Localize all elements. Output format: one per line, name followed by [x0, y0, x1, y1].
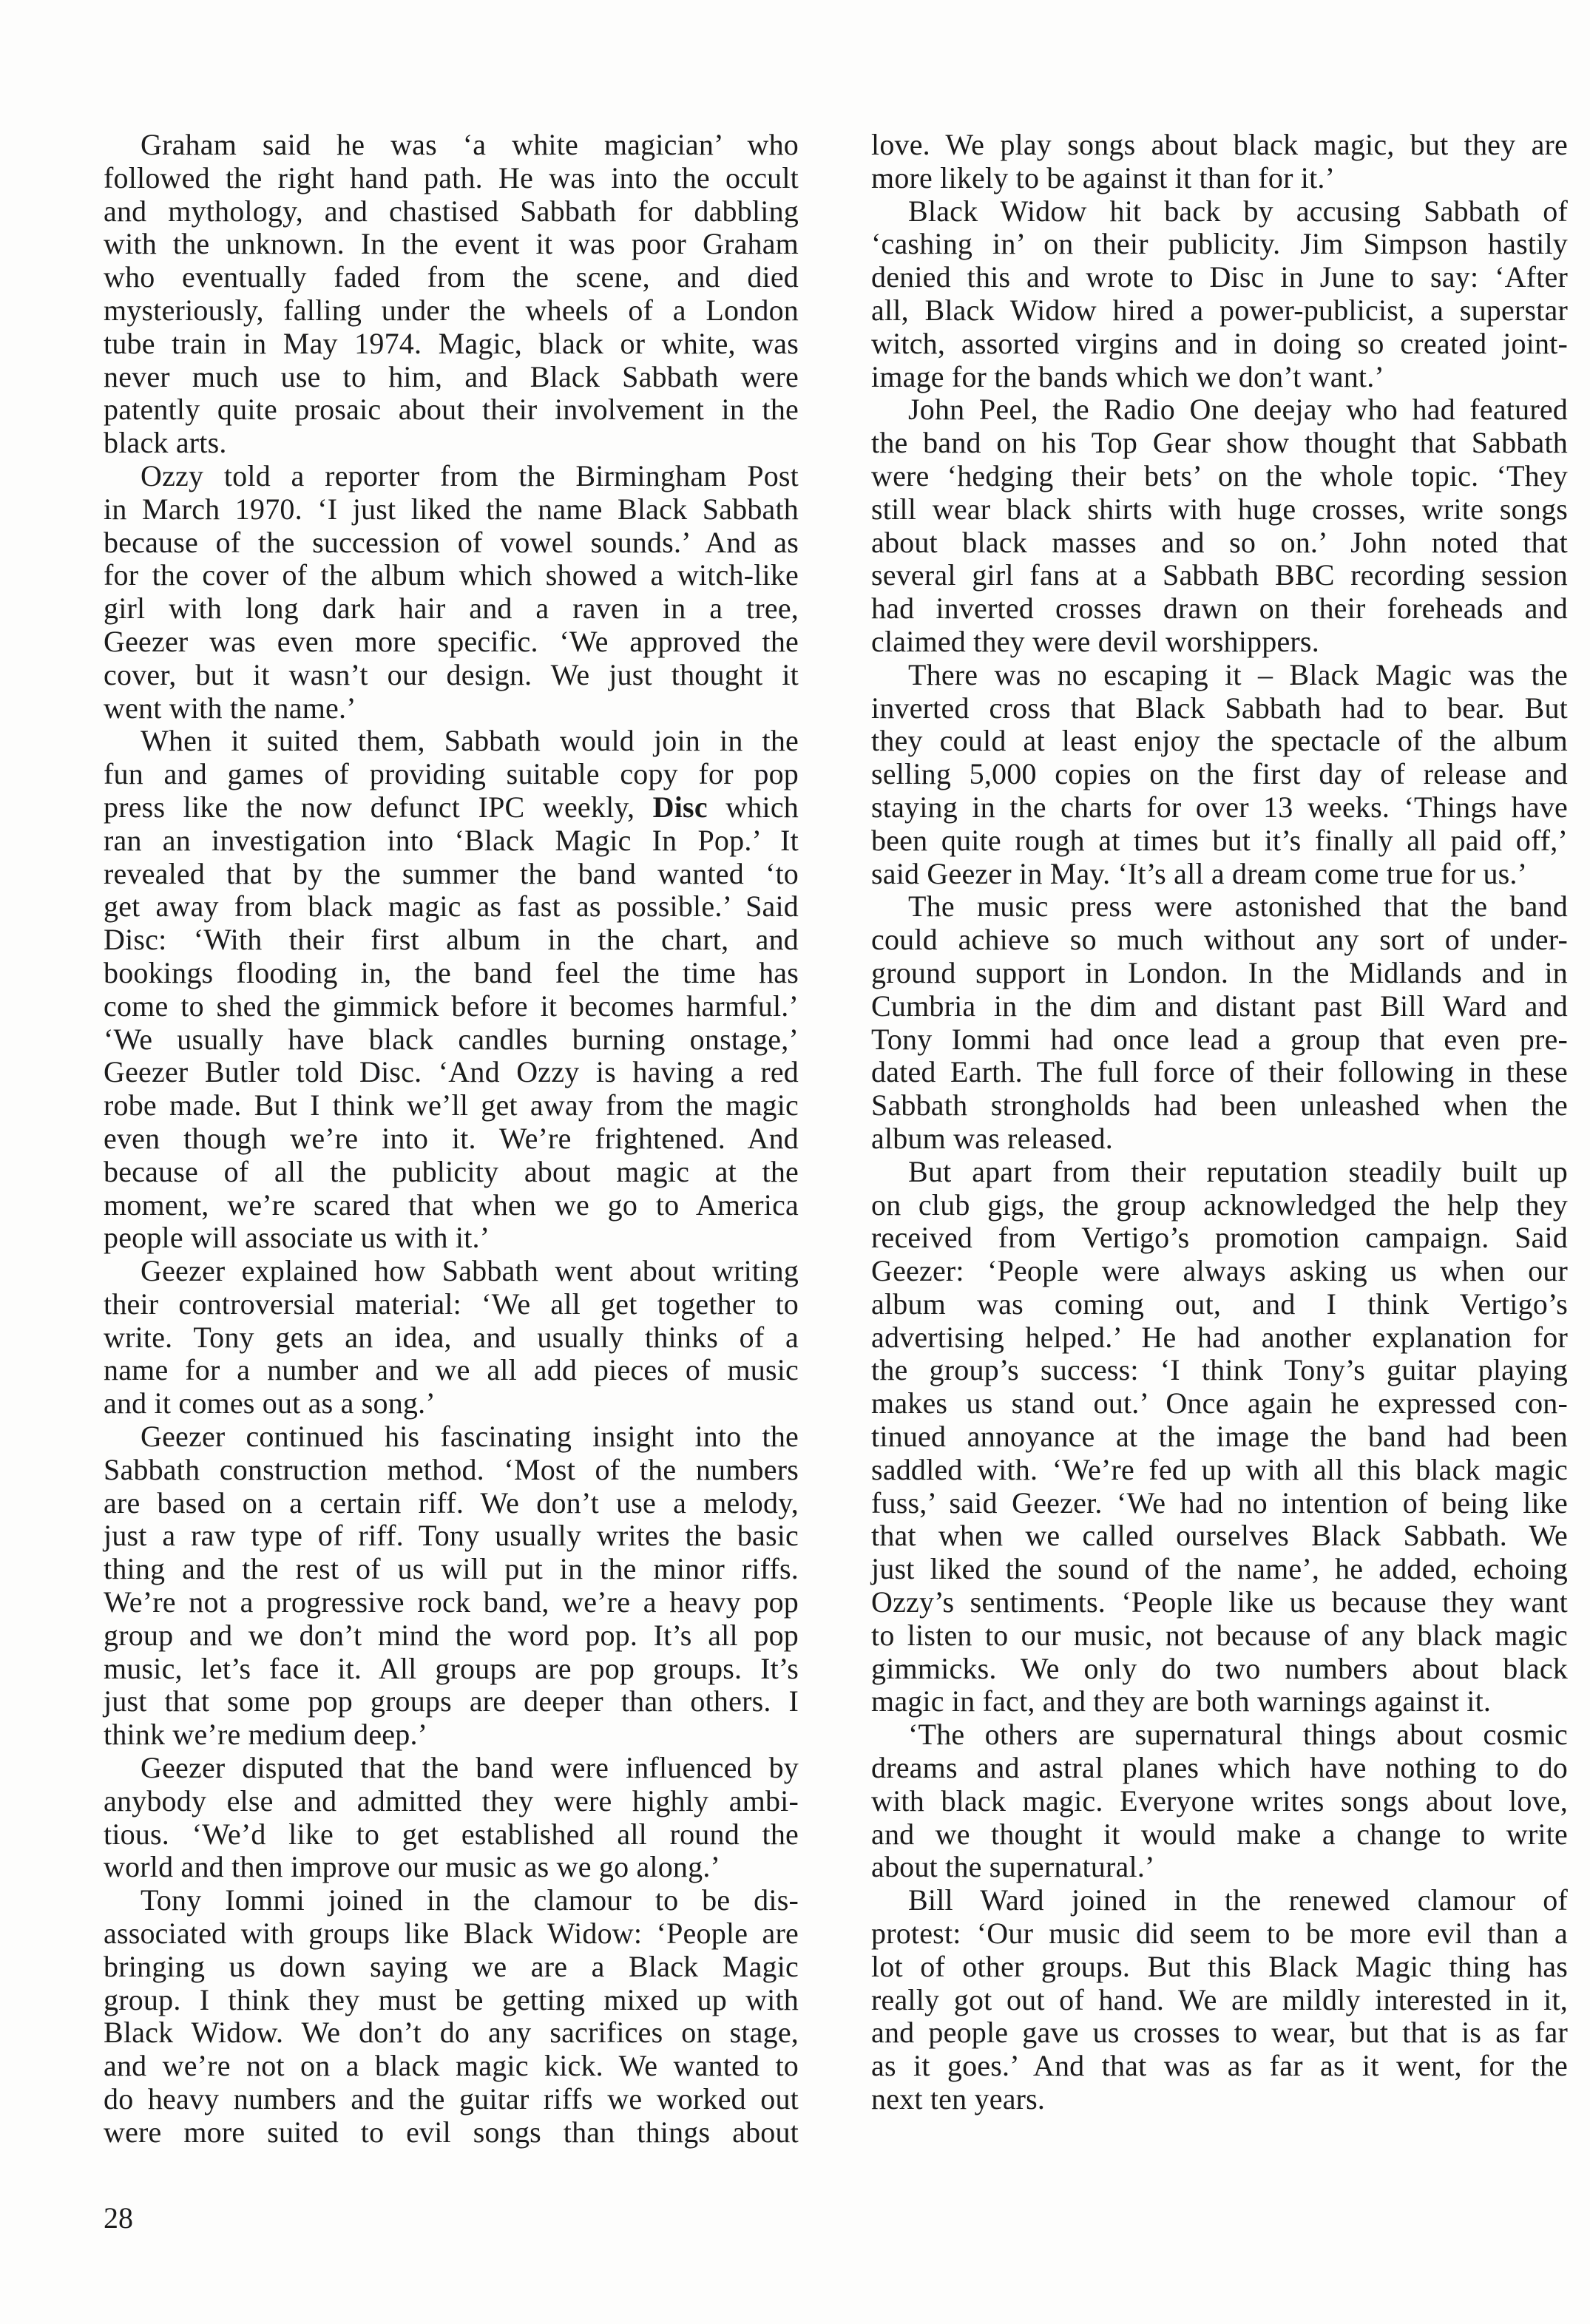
text-segment: press like the now defunct IPC weekly, — [104, 790, 653, 824]
text-line: do heavy numbers and the guitar riffs we worked out — [104, 2082, 799, 2116]
text-line: received from Vertigo’s promotion campaign. Said — [871, 1221, 1568, 1255]
text-line: could achieve so much without any sort of under- — [871, 923, 1568, 957]
text-line: We’re not a progressive rock band, we’re a heavy pop — [104, 1585, 799, 1619]
text-line: selling 5,000 copies on the first day of release and — [871, 757, 1568, 791]
text-line: world and then improve our music as we go along.’ — [104, 1850, 721, 1884]
text-line: cover, but it wasn’t our design. We just thought it — [104, 657, 799, 691]
text-line: with the unknown. In the event it was poor Graham — [104, 227, 799, 261]
text-line: Sabbath construction method. ‘Most of the numbers — [104, 1452, 799, 1486]
text-line: Sabbath strongholds had been unleashed when the — [871, 1088, 1568, 1122]
text-line: to listen to our music, not because of any black magic — [871, 1618, 1568, 1652]
text-line: with black magic. Everyone writes songs about love, — [871, 1783, 1568, 1817]
left-column — [104, 129, 799, 2149]
text-line: and people gave us crosses to wear, but that is as far — [871, 2016, 1568, 2050]
text-line: Graham said he was ‘a white magician’ who — [141, 128, 799, 161]
text-line: Black Widow. We don’t do any sacrifices on stage, — [104, 2016, 799, 2050]
text-line: magic in fact, and they are both warnings against it. — [871, 1684, 1492, 1718]
text-line: group and we don’t mind the word pop. It’s all pop — [104, 1618, 799, 1652]
text-line: protest: ‘Our music did seem to be more evil than a — [871, 1917, 1568, 1951]
text-line: been quite rough at times but it’s finally all paid off,’ — [871, 823, 1568, 857]
text-line: ground support in London. In the Midlands and in — [871, 955, 1568, 989]
text-line: the group’s success: ‘I think Tony’s guitar playing — [871, 1353, 1568, 1387]
text-line: denied this and wrote to Disc in June to say: ‘After — [871, 260, 1568, 294]
text-line: Ozzy’s sentiments. ‘People like us because they want — [871, 1585, 1568, 1619]
text-line: music, let’s face it. All groups are pop groups. It’s — [104, 1651, 799, 1685]
text-line: Bill Ward joined in the renewed clamour of — [908, 1883, 1568, 1917]
text-line: still wear black shirts with huge crosses, write songs — [871, 492, 1568, 526]
text-line: just that some pop groups are deeper than others. I — [104, 1684, 799, 1718]
text-segment: which — [707, 790, 799, 824]
text-line: Tony Iommi joined in the clamour to be dis- — [141, 1883, 799, 1917]
text-line: fun and games of providing suitable copy for pop — [104, 757, 799, 791]
text-line: When it suited them, Sabbath would join in the — [141, 724, 799, 758]
text-line: dreams and astral planes which have nothing to do — [871, 1751, 1568, 1785]
text-line: Geezer was even more specific. ‘We approved the — [104, 624, 799, 658]
text-line: were more suited to evil songs than things about — [104, 2115, 799, 2149]
text-line: ‘We usually have black candles burning onstage,’ — [104, 1022, 799, 1056]
text-line: Black Widow hit back by accusing Sabbath of — [908, 194, 1568, 228]
text-line: think we’re medium deep.’ — [104, 1718, 428, 1752]
text-line: tinued annoyance at the image the band had been — [871, 1420, 1568, 1454]
text-line: bookings flooding in, the band feel the time has — [104, 955, 799, 989]
text-line: moment, we’re scared that when we go to America — [104, 1188, 799, 1222]
text-line: on club gigs, the group acknowledged the help they — [871, 1188, 1568, 1222]
text-line: just liked the sound of the name’, he added, echoing — [871, 1552, 1568, 1586]
text-line: write. Tony gets an idea, and usually thinks of a — [104, 1320, 799, 1354]
text-line: Cumbria in the dim and distant past Bill Ward and — [871, 989, 1568, 1023]
text-line: several girl fans at a Sabbath BBC recording session — [871, 558, 1568, 592]
text-line: more likely to be against it than for it.’ — [871, 160, 1336, 194]
text-line: next ten years. — [871, 2082, 1046, 2116]
text-line: and it comes out as a song.’ — [104, 1386, 436, 1420]
text-line: love. We play songs about black magic, but they are — [871, 128, 1568, 161]
text-line: claimed they were devil worshippers. — [871, 624, 1319, 658]
text-line: just a raw type of riff. Tony usually writes the basic — [104, 1519, 799, 1553]
text-line: dated Earth. The full force of their following in these — [871, 1055, 1568, 1089]
text-line: as it goes.’ And that was as far as it went, for the — [871, 2049, 1568, 2083]
text-line: get away from black magic as fast as possible.’ Said — [104, 890, 799, 924]
text-line: patently quite prosaic about their involvement in the — [104, 393, 799, 427]
text-line: about black masses and so on.’ John noted that — [871, 525, 1568, 559]
text-line: Geezer disputed that the band were influenced by — [141, 1751, 799, 1785]
text-line: staying in the charts for over 13 weeks. ‘Things have — [871, 790, 1568, 824]
text-line: and we’re not on a black magic kick. We wanted to — [104, 2049, 799, 2083]
text-line: Ozzy told a reporter from the Birmingham Post — [141, 458, 799, 492]
text-line: Geezer explained how Sabbath went about writing — [141, 1254, 799, 1288]
text-line: black arts. — [104, 426, 227, 460]
text-line: really got out of hand. We are mildly interested in it, — [871, 1982, 1568, 2016]
text-line: in March 1970. ‘I just liked the name Black Sabbath — [104, 492, 799, 526]
text-line: saddled with. ‘We’re fed up with all this black magic — [871, 1452, 1568, 1486]
text-line: album was released. — [871, 1121, 1114, 1155]
text-line: thing and the rest of us will put in the minor riffs. — [104, 1552, 799, 1586]
text-line: robe made. But I think we’ll get away from the magic — [104, 1088, 799, 1122]
text-line: their controversial material: ‘We all get together to — [104, 1287, 799, 1321]
text-line: anybody else and admitted they were highly ambi- — [104, 1783, 799, 1817]
text-line: that when we called ourselves Black Sabbath. We — [871, 1519, 1568, 1553]
text-line: makes us stand out.’ Once again he expressed con- — [871, 1386, 1568, 1420]
text-line: inverted cross that Black Sabbath had to bear. But — [871, 691, 1568, 725]
text-line: even though we’re into it. We’re frightened. And — [104, 1121, 799, 1155]
publication-name: Disc — [652, 790, 708, 824]
text-line: girl with long dark hair and a raven in a tree, — [104, 592, 799, 626]
text-line: gimmicks. We only do two numbers about black — [871, 1651, 1568, 1685]
text-line: followed the right hand path. He was into the occult — [104, 160, 799, 194]
text-line: went with the name.’ — [104, 691, 356, 725]
text-line: album was coming out, and I think Vertigo’s — [871, 1287, 1568, 1321]
page-number: 28 — [104, 2201, 133, 2235]
text-line: who eventually faded from the scene, and died — [104, 260, 799, 294]
text-line: said Geezer in May. ‘It’s all a dream come true for us.’ — [871, 856, 1528, 890]
text-line: people will associate us with it.’ — [104, 1221, 490, 1255]
text-line: for the cover of the album which showed a witch-like — [104, 558, 799, 592]
text-line: Geezer: ‘People were always asking us when our — [871, 1254, 1568, 1288]
text-line: are based on a certain riff. We don’t use a melody, — [104, 1485, 799, 1520]
text-line: John Peel, the Radio One deejay who had featured — [908, 393, 1568, 427]
text-line: Tony Iommi had once lead a group that even pre- — [871, 1022, 1568, 1056]
text-line — [104, 791, 799, 824]
text-line: come to shed the gimmick before it becomes harmful.’ — [104, 989, 799, 1023]
text-line: bringing us down saying we are a Black Magic — [104, 1949, 799, 1983]
text-line: There was no escaping it – Black Magic was the — [908, 657, 1568, 691]
text-line: tube train in May 1974. Magic, black or white, was — [104, 326, 799, 360]
text-line: associated with groups like Black Widow: ‘People are — [104, 1917, 799, 1951]
text-line: Geezer continued his fascinating insight into the — [141, 1420, 799, 1454]
text-line: tious. ‘We’d like to get established all round the — [104, 1817, 799, 1851]
text-line: had inverted crosses drawn on their foreheads and — [871, 592, 1568, 626]
text-line: The music press were astonished that the band — [908, 890, 1568, 924]
text-line: lot of other groups. But this Black Magic thing has — [871, 1949, 1568, 1983]
text-line: never much use to him, and Black Sabbath were — [104, 359, 799, 393]
text-line: fuss,’ said Geezer. ‘We had no intention of being like — [871, 1485, 1568, 1520]
text-line: advertising helped.’ He had another explanation for — [871, 1320, 1568, 1354]
text-line: ‘cashing in’ on their publicity. Jim Simpson hastily — [871, 227, 1568, 261]
text-line: ran an investigation into ‘Black Magic In Pop.’ It — [104, 823, 799, 857]
text-line: Geezer Butler told Disc. ‘And Ozzy is having a red — [104, 1055, 799, 1089]
text-line: mysteriously, falling under the wheels of a London — [104, 293, 799, 327]
text-line: revealed that by the summer the band wanted ‘to — [104, 856, 799, 890]
text-line: about the supernatural.’ — [871, 1850, 1155, 1884]
text-line: and we thought it would make a change to write — [871, 1817, 1568, 1851]
right-column — [871, 129, 1568, 2116]
text-line: ‘The others are supernatural things about cosmic — [908, 1718, 1568, 1752]
text-line: were ‘hedging their bets’ on the whole topic. ‘They — [871, 458, 1568, 492]
text-line: Disc: ‘With their first album in the chart, and — [104, 923, 799, 957]
text-line: the band on his Top Gear show thought that Sabbath — [871, 426, 1568, 460]
text-line: because of all the publicity about magic at the — [104, 1154, 799, 1188]
text-line: image for the bands which we don’t want.’ — [871, 359, 1384, 393]
text-line: and mythology, and chastised Sabbath for dabbling — [104, 194, 799, 228]
text-line: group. I think they must be getting mixed up with — [104, 1982, 799, 2016]
text-line: because of the succession of vowel sounds.’ And as — [104, 525, 799, 559]
text-line: witch, assorted virgins and in doing so created joint- — [871, 326, 1568, 360]
text-line: But apart from their reputation steadily built up — [908, 1154, 1568, 1188]
text-line: they could at least enjoy the spectacle of the album — [871, 724, 1568, 758]
text-line: all, Black Widow hired a power-publicist, a superstar — [871, 293, 1568, 327]
text-line: name for a number and we all add pieces of music — [104, 1353, 799, 1387]
